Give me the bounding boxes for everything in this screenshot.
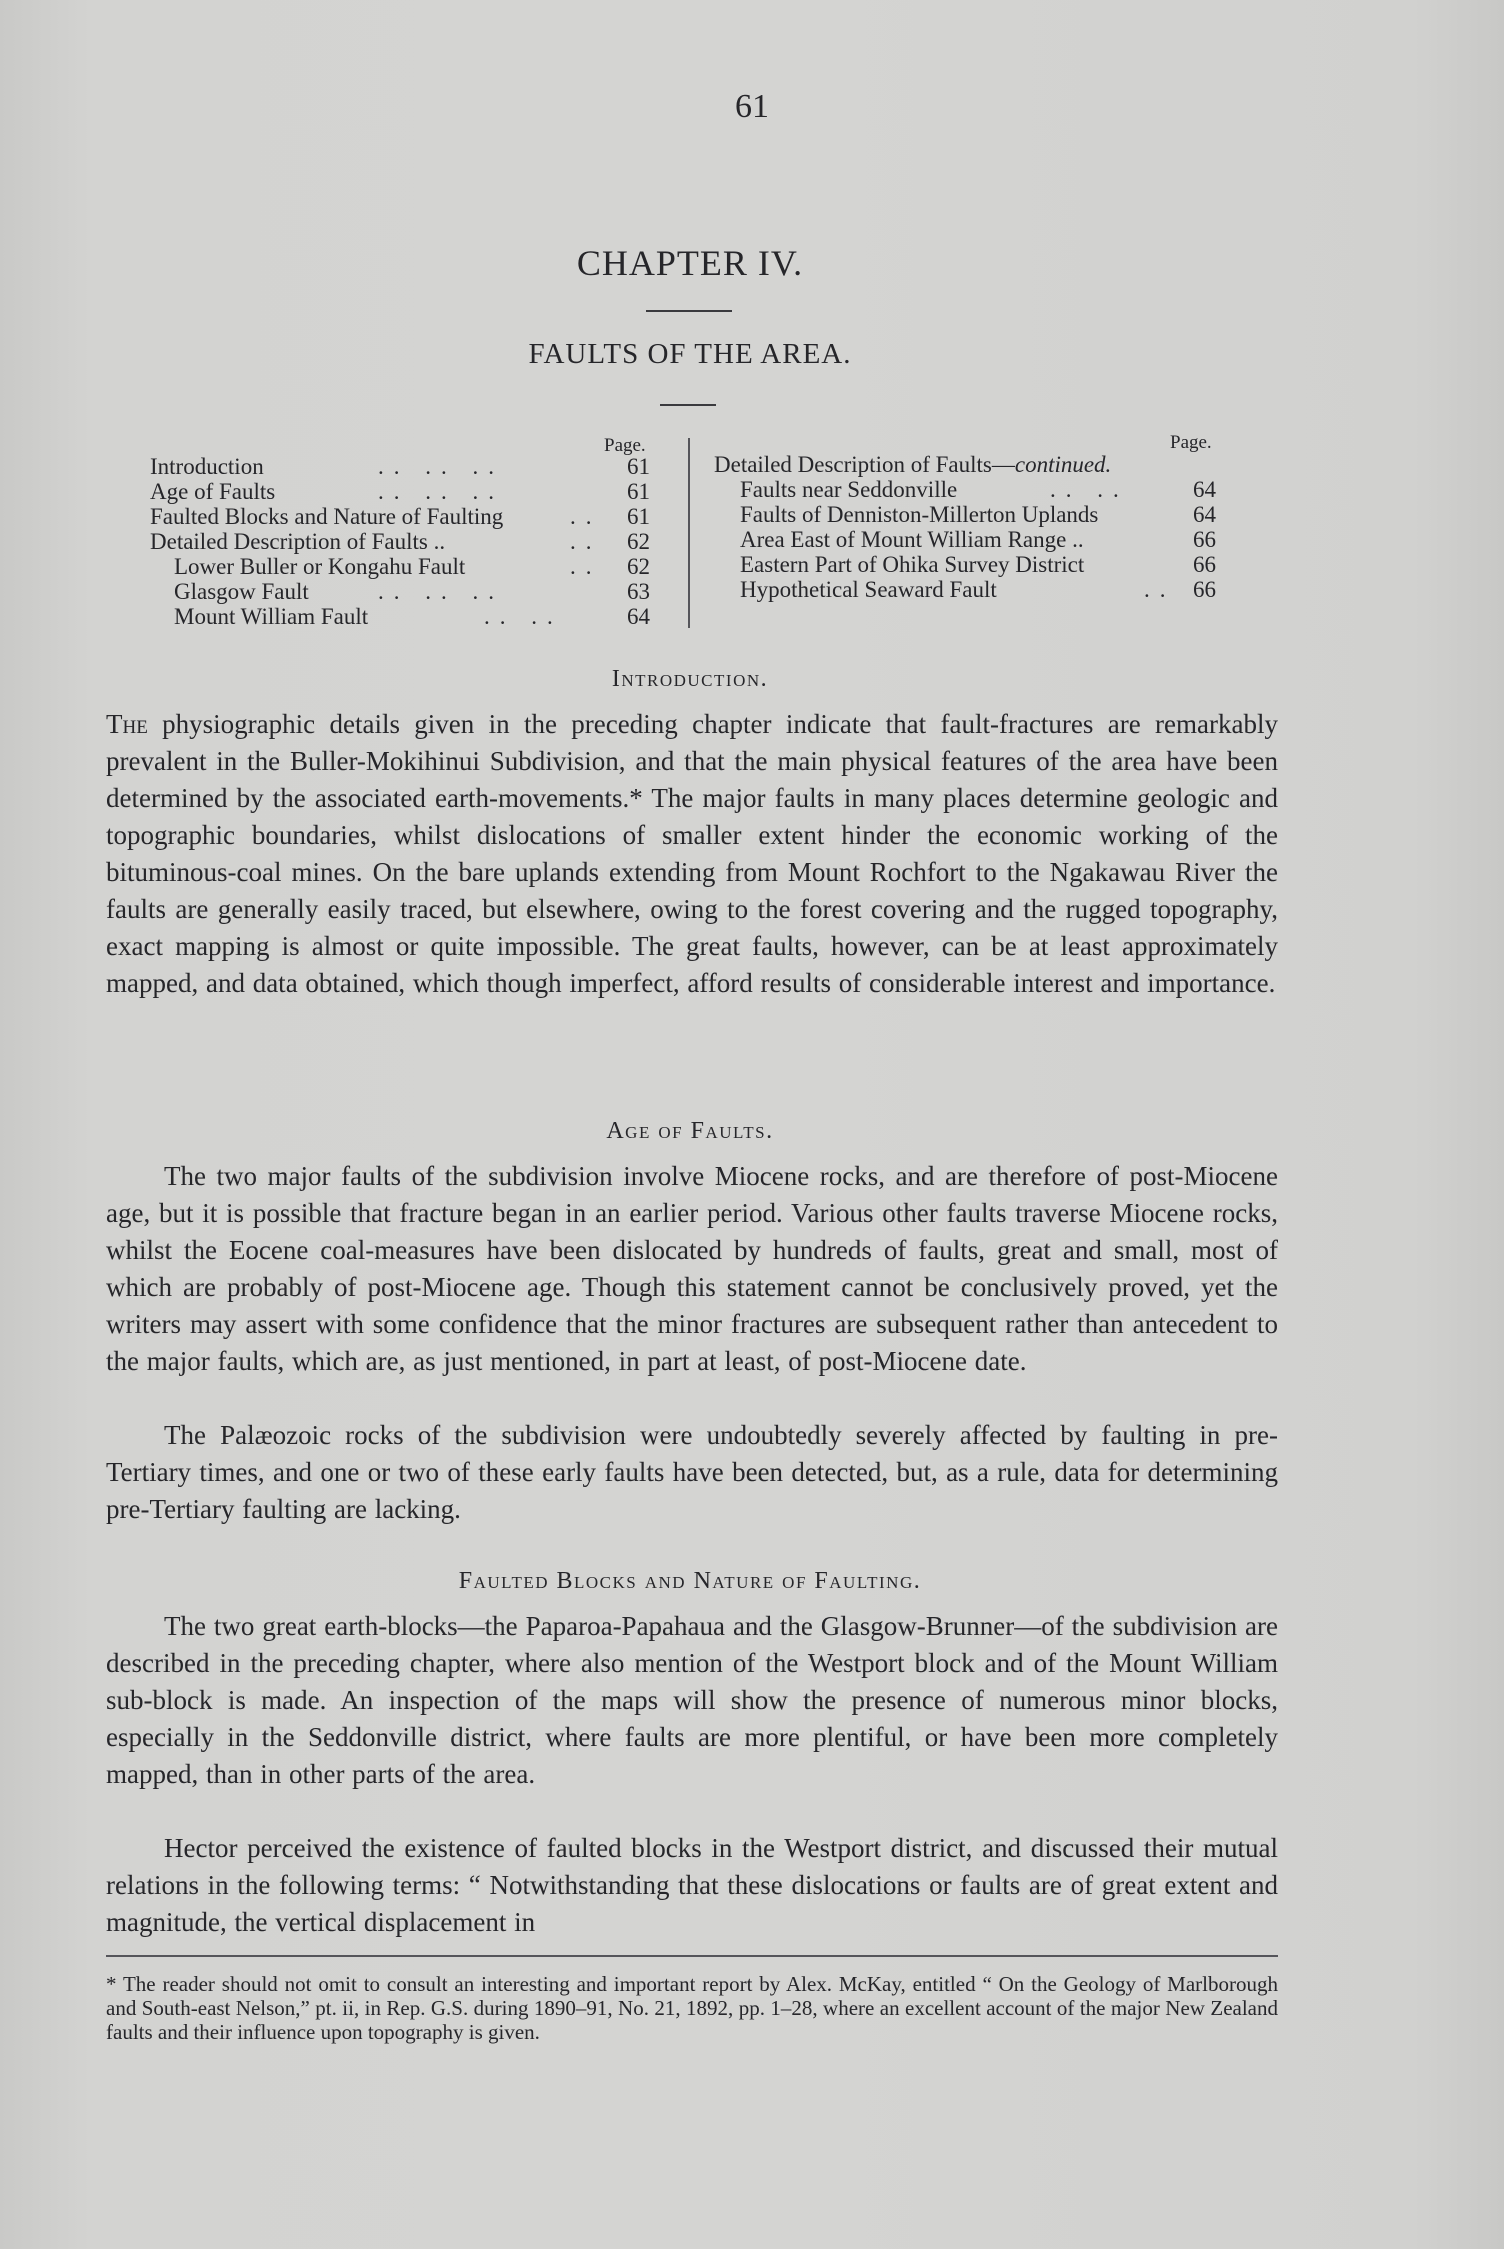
- toc-page: 62: [627, 529, 650, 554]
- toc-leader: ..: [570, 554, 602, 579]
- toc-entry: Mount William Fault: [174, 604, 369, 629]
- toc-page: 61: [627, 479, 650, 504]
- faulted-blocks-paragraph-1: The two great earth-blocks—the Paparoa-Papahaua and the Glasgow-Brunner—of the subdivision are described in the preceding chapter, where also mention of the Westport block and of the Mount William sub-block is made. An inspection of the maps will show the presence of numerous minor blocks, especially in the Seddonville district, where faults are more plentiful, or have been more completely mapped, than in other parts of the area.: [106, 1611, 1278, 1789]
- toc-entry: Faults near Seddonville: [740, 477, 958, 502]
- toc-entry: Eastern Part of Ohika Survey District: [740, 552, 1085, 577]
- toc-page: 61: [627, 504, 650, 529]
- toc-entry: Glasgow Fault: [174, 579, 309, 604]
- toc-page: 66: [1193, 552, 1216, 577]
- toc-page: 64: [1193, 502, 1216, 527]
- toc-entry: Area East of Mount William Range ..: [740, 527, 1084, 552]
- toc-leader: ..: [570, 504, 602, 529]
- toc-page-header-right: Page.: [1170, 432, 1212, 453]
- toc-page: 61: [627, 454, 650, 479]
- toc-entry: Introduction: [150, 454, 264, 479]
- chapter-title: FAULTS OF THE AREA.: [528, 338, 852, 370]
- footnote: * The reader should not omit to consult an interesting and important report by Alex. McKay, entitled “ On the Geology of Marlborough and South-east Nelson,” pt. ii, in Rep. G.S. during 1890–91, No. 21, 1892, pp. 1–28, where an excellent account of the major New Zealand faults and their influence upon topography is given.: [106, 1972, 1278, 2044]
- section-heading-faulted-blocks: Faulted Blocks and Nature of Faulting.: [458, 1568, 922, 1594]
- section-heading-age-of-faults: Age of Faults.: [606, 1118, 774, 1144]
- toc-leader: .. .. ..: [378, 479, 504, 504]
- faulted-blocks-paragraph-2: Hector perceived the existence of faulted blocks in the Westport district, and discussed their mutual relations in the following terms: “ Notwithstanding that these dislocations or faults are of great extent and magnitude, the vertical displacement in: [106, 1833, 1278, 1937]
- introduction-paragraph: The physiographic details given in the preceding chapter indicate that fault-fractures are remarkably prevalent in the Buller-Mokihinui Subdivision, and that the main physical features of the area have been determined by the associated earth-movements.* The major faults in many places determine geologic and topographic boundaries, whilst dislocations of smaller extent hinder the economic working of the bituminous-coal mines. On the bare uplands extending from Mount Rochfort to the Ngakawau River the faults are generally easily traced, but elsewhere, owing to the forest covering and the rugged topography, exact mapping is almost or quite impossible. The great faults, however, can be at least approximately mapped, and data obtained, which though imperfect, afford results of considerable interest and importance.: [106, 709, 1278, 998]
- toc-leader: ..: [1144, 577, 1176, 602]
- toc-column-divider: [688, 438, 690, 628]
- age-paragraph-1: The two major faults of the subdivision involve Miocene rocks, and are therefore of post-Miocene age, but it is possible that fracture began in an earlier period. Various other faults traverse Miocene rocks, whilst the Eocene coal-measures have been dislocated by hundreds of faults, great and small, most of which are probably of post-Miocene age. Though this statement cannot be conclusively proved, yet the writers may assert with some confidence that the minor fractures are subsequent rather than antecedent to the major faults, which are, as just mentioned, in part at least, of post-Miocene date.: [106, 1161, 1278, 1376]
- toc-leader: ..: [570, 529, 602, 554]
- toc-leader: .. ..: [1050, 477, 1129, 502]
- toc-leader: .. .. ..: [378, 454, 504, 479]
- divider-rule: [646, 310, 732, 312]
- age-paragraph-2: The Palæozoic rocks of the subdivision were undoubtedly severely affected by faulting in pre-Tertiary times, and one or two of these early faults have been detected, but, as a rule, data for determining pre-Tertiary faulting are lacking.: [106, 1420, 1278, 1524]
- toc-entry: Lower Buller or Kongahu Fault: [174, 554, 466, 579]
- footnote-rule: [106, 1955, 1278, 1957]
- toc-leader: .. ..: [484, 604, 563, 629]
- toc-entry: Age of Faults: [150, 479, 276, 504]
- toc-entry: Detailed Description of Faults—continued.: [714, 452, 1112, 477]
- divider-rule: [660, 404, 716, 406]
- toc-entry: Faults of Denniston-Millerton Uplands: [740, 502, 1099, 527]
- toc-page: 66: [1193, 577, 1216, 602]
- toc-page: 63: [627, 579, 650, 604]
- toc-page-header-left: Page.: [604, 435, 646, 456]
- toc-page: 66: [1193, 527, 1216, 552]
- chapter-heading: CHAPTER IV.: [576, 243, 804, 283]
- page-number: 61: [735, 88, 769, 125]
- toc-leader: .. .. ..: [378, 579, 504, 604]
- toc-entry: Faulted Blocks and Nature of Faulting: [150, 504, 504, 529]
- section-heading-introduction: Introduction.: [611, 666, 769, 692]
- toc-page: 64: [1193, 477, 1216, 502]
- toc-page: 62: [627, 554, 650, 579]
- toc-entry: Hypothetical Seaward Fault: [740, 577, 997, 602]
- toc-entry: Detailed Description of Faults ..: [150, 529, 446, 554]
- toc-page: 64: [627, 604, 650, 629]
